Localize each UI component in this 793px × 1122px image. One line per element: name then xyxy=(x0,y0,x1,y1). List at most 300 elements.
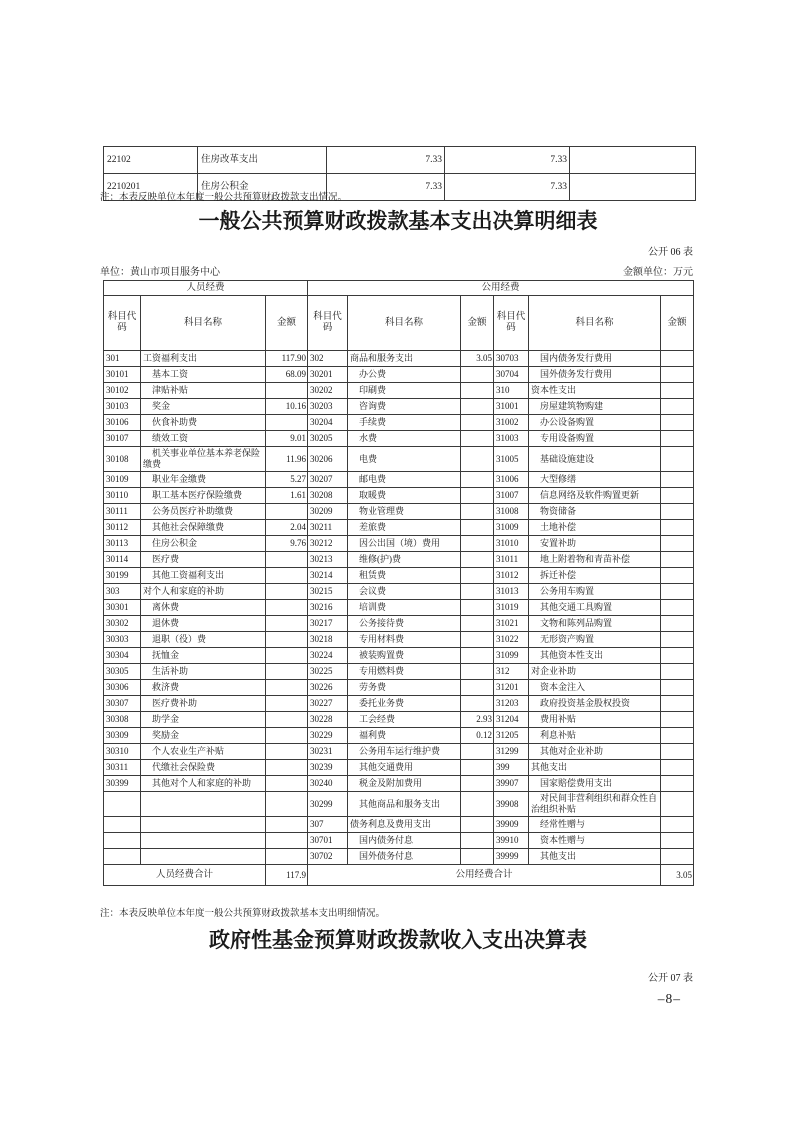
cell-name xyxy=(141,833,266,849)
cell-name: 其他商品和服务支出 xyxy=(348,792,461,817)
cell-val xyxy=(661,712,694,728)
cell-name: 差旅费 xyxy=(348,520,461,536)
cell-val xyxy=(266,744,308,760)
cell-val xyxy=(661,568,694,584)
cell-code: 30227 xyxy=(308,696,348,712)
table-row xyxy=(104,552,694,568)
cell-code: 303 xyxy=(104,584,141,600)
cell-name: 伙食补助费 xyxy=(141,415,266,431)
cell-val xyxy=(266,568,308,584)
cell-code: 30212 xyxy=(308,536,348,552)
cell-val xyxy=(461,833,494,849)
cell-val xyxy=(461,383,494,399)
cell-val xyxy=(661,367,694,383)
cell-code: 31021 xyxy=(494,616,529,632)
cell-code xyxy=(104,849,141,865)
cell-val xyxy=(661,520,694,536)
cell-code: 399 xyxy=(494,760,529,776)
cell-code: 31002 xyxy=(494,415,529,431)
cell-name: 其他工资福利支出 xyxy=(141,568,266,584)
cell-code: 30204 xyxy=(308,415,348,431)
cell-val xyxy=(266,849,308,865)
cell-name: 工会经费 xyxy=(348,712,461,728)
cell-val xyxy=(661,552,694,568)
cell-name: 助学金 xyxy=(141,712,266,728)
table-row xyxy=(104,383,694,399)
cell-val xyxy=(266,632,308,648)
cell-val xyxy=(266,616,308,632)
cell-code: 30226 xyxy=(308,680,348,696)
cell-code: 30305 xyxy=(104,664,141,680)
cell-code: 30102 xyxy=(104,383,141,399)
cell-name: 邮电费 xyxy=(348,472,461,488)
cell-name: 基础设施建设 xyxy=(529,447,661,472)
cell-name: 职工基本医疗保险缴费 xyxy=(141,488,266,504)
cell-name xyxy=(141,792,266,817)
cell-name: 其他对企业补助 xyxy=(529,744,661,760)
cell-name: 公务员医疗补助缴费 xyxy=(141,504,266,520)
totals-row xyxy=(104,865,694,886)
cell-name: 救济费 xyxy=(141,680,266,696)
cell-val: 7.33 xyxy=(327,147,445,174)
cell-name: 商品和服务支出 xyxy=(348,351,461,367)
cell-val xyxy=(661,817,694,833)
cell-name: 因公出国（境）费用 xyxy=(348,536,461,552)
cell-code: 310 xyxy=(494,383,529,399)
cell-name: 专用燃料费 xyxy=(348,664,461,680)
cell-code: 30214 xyxy=(308,568,348,584)
cell-name: 住房公积金 xyxy=(198,174,327,201)
cell-val xyxy=(661,792,694,817)
column-header-row xyxy=(104,296,694,351)
cell-code: 312 xyxy=(494,664,529,680)
cell-code: 30311 xyxy=(104,760,141,776)
cell-code: 31013 xyxy=(494,584,529,600)
cell-val xyxy=(266,383,308,399)
cell-code: 31008 xyxy=(494,504,529,520)
cell-code: 31201 xyxy=(494,680,529,696)
cell-code: 31009 xyxy=(494,520,529,536)
cell-name: 土地补偿 xyxy=(529,520,661,536)
col-header-amount-1: 金额 xyxy=(266,296,308,351)
cell-name: 机关事业单位基本养老保险缴费 xyxy=(141,447,266,472)
cell-name: 国内债务付息 xyxy=(348,833,461,849)
cell-name: 办公费 xyxy=(348,367,461,383)
cell-code: 30205 xyxy=(308,431,348,447)
table-row xyxy=(104,728,694,744)
cell-code: 31005 xyxy=(494,447,529,472)
cell-val xyxy=(461,664,494,680)
cell-name xyxy=(141,817,266,833)
cell-code: 30399 xyxy=(104,776,141,792)
cell-code: 39909 xyxy=(494,817,529,833)
cell-code: 30301 xyxy=(104,600,141,616)
cell-code: 30211 xyxy=(308,520,348,536)
cell-code: 30108 xyxy=(104,447,141,472)
cell-code: 39999 xyxy=(494,849,529,865)
cell-name: 专用材料费 xyxy=(348,632,461,648)
cell-code: 31022 xyxy=(494,632,529,648)
cell-name: 奖励金 xyxy=(141,728,266,744)
cell-code: 31099 xyxy=(494,648,529,664)
table-row xyxy=(104,147,696,174)
cell-name: 其他支出 xyxy=(529,849,661,865)
cell-code: 31006 xyxy=(494,472,529,488)
note-detail-table: 注：本表反映单位本年度一般公共预算财政拨款基本支出明细情况。 xyxy=(100,909,386,919)
cell-val xyxy=(266,584,308,600)
cell-val xyxy=(661,447,694,472)
cell-code: 30199 xyxy=(104,568,141,584)
cell-val xyxy=(461,472,494,488)
cell-val: 1.61 xyxy=(266,488,308,504)
cell-name: 其他对个人和家庭的补助 xyxy=(141,776,266,792)
cell-val xyxy=(461,776,494,792)
unit-line xyxy=(100,263,693,278)
cell-code: 30224 xyxy=(308,648,348,664)
cell-name: 费用补贴 xyxy=(529,712,661,728)
cell-name: 对个人和家庭的补助 xyxy=(141,584,266,600)
cell-code xyxy=(104,817,141,833)
table-row xyxy=(104,488,694,504)
cell-val xyxy=(661,833,694,849)
public-total-value: 3.05 xyxy=(661,865,694,886)
cell-name: 无形资产购置 xyxy=(529,632,661,648)
cell-name: 住房公积金 xyxy=(141,536,266,552)
col-header-name-2: 科目名称 xyxy=(348,296,461,351)
cell-code: 31203 xyxy=(494,696,529,712)
cell-val xyxy=(266,817,308,833)
table-row xyxy=(104,776,694,792)
cell-name: 安置补助 xyxy=(529,536,661,552)
cell-val: 2.93 xyxy=(461,712,494,728)
cell-val xyxy=(461,680,494,696)
cell-val: 10.16 xyxy=(266,399,308,415)
cell-code: 30304 xyxy=(104,648,141,664)
cell-val xyxy=(661,849,694,865)
cell-val: 7.33 xyxy=(445,174,570,201)
cell-name: 水费 xyxy=(348,431,461,447)
cell-code: 30109 xyxy=(104,472,141,488)
cell-val xyxy=(461,415,494,431)
cell-val xyxy=(461,520,494,536)
table-row xyxy=(104,431,694,447)
col-header-name-3: 科目名称 xyxy=(529,296,661,351)
cell-val xyxy=(661,728,694,744)
cell-code: 30112 xyxy=(104,520,141,536)
cell-code: 30308 xyxy=(104,712,141,728)
cell-code: 30202 xyxy=(308,383,348,399)
cell-code: 30111 xyxy=(104,504,141,520)
cell-val xyxy=(461,600,494,616)
cell-code: 30302 xyxy=(104,616,141,632)
cell-val xyxy=(570,147,696,174)
cell-name: 福利费 xyxy=(348,728,461,744)
cell-code: 31299 xyxy=(494,744,529,760)
amount-unit-label: 金额单位：万元 xyxy=(623,267,693,278)
unit-label: 单位：黄山市项目服务中心 xyxy=(100,267,220,278)
cell-name: 公务接待费 xyxy=(348,616,461,632)
cell-name: 绩效工资 xyxy=(141,431,266,447)
cell-val xyxy=(661,648,694,664)
cell-val xyxy=(661,584,694,600)
table-row xyxy=(104,584,694,600)
table-row xyxy=(104,600,694,616)
cell-name: 资本性支出 xyxy=(529,383,661,399)
section2-title: 政府性基金预算财政拨款收入支出决算表 xyxy=(209,929,587,952)
cell-val: 0.12 xyxy=(461,728,494,744)
cell-val xyxy=(266,552,308,568)
cell-name: 政府投资基金股权投资 xyxy=(529,696,661,712)
cell-name: 国家赔偿费用支出 xyxy=(529,776,661,792)
cell-val xyxy=(661,472,694,488)
cell-code xyxy=(104,792,141,817)
col-header-code-1: 科目代码 xyxy=(104,296,141,351)
cell-name: 取暖费 xyxy=(348,488,461,504)
cell-name: 退职（役）费 xyxy=(141,632,266,648)
cell-code: 30704 xyxy=(494,367,529,383)
cell-code: 30216 xyxy=(308,600,348,616)
cell-code: 31010 xyxy=(494,536,529,552)
cell-name: 手续费 xyxy=(348,415,461,431)
cell-name: 对企业补助 xyxy=(529,664,661,680)
cell-code: 31011 xyxy=(494,552,529,568)
cell-name: 其他社会保障缴费 xyxy=(141,520,266,536)
cell-code: 30240 xyxy=(308,776,348,792)
cell-val xyxy=(661,664,694,680)
cell-code: 30229 xyxy=(308,728,348,744)
cell-val xyxy=(570,174,696,201)
cell-val xyxy=(266,792,308,817)
col-header-amount-3: 金额 xyxy=(661,296,694,351)
cell-code: 22102 xyxy=(104,147,198,174)
cell-name: 租赁费 xyxy=(348,568,461,584)
cell-code: 30310 xyxy=(104,744,141,760)
main-table-body xyxy=(104,351,694,865)
cell-val xyxy=(661,431,694,447)
public-total-label: 公用经费合计 xyxy=(308,865,661,886)
cell-val xyxy=(661,616,694,632)
cell-code: 31019 xyxy=(494,600,529,616)
cell-code: 30114 xyxy=(104,552,141,568)
cell-name: 住房改革支出 xyxy=(198,147,327,174)
table-row xyxy=(104,792,694,817)
cell-code: 2210201 xyxy=(104,174,198,201)
table-label-07: 公开 07 表 xyxy=(648,973,693,984)
cell-name: 经常性赠与 xyxy=(529,817,661,833)
cell-name: 拆迁补偿 xyxy=(529,568,661,584)
cell-val xyxy=(661,415,694,431)
cell-name: 国外债务付息 xyxy=(348,849,461,865)
cell-name: 国外债务发行费用 xyxy=(529,367,661,383)
cell-code: 31003 xyxy=(494,431,529,447)
cell-name: 公务用车运行维护费 xyxy=(348,744,461,760)
cell-val xyxy=(661,632,694,648)
cell-name: 其他资本性支出 xyxy=(529,648,661,664)
cell-val xyxy=(461,504,494,520)
table-row xyxy=(104,447,694,472)
cell-code: 31007 xyxy=(494,488,529,504)
cell-val xyxy=(461,648,494,664)
table-row xyxy=(104,367,694,383)
cell-name: 公务用车购置 xyxy=(529,584,661,600)
cell-val xyxy=(661,600,694,616)
table-row xyxy=(104,520,694,536)
cell-code: 30303 xyxy=(104,632,141,648)
cell-val: 3.05 xyxy=(461,351,494,367)
cell-name: 文物和陈列品购置 xyxy=(529,616,661,632)
cell-name: 资本金注入 xyxy=(529,680,661,696)
cell-code: 30107 xyxy=(104,431,141,447)
cell-code: 30239 xyxy=(308,760,348,776)
cell-val: 9.76 xyxy=(266,536,308,552)
cell-code: 30213 xyxy=(308,552,348,568)
cell-code: 30702 xyxy=(308,849,348,865)
cell-code: 39908 xyxy=(494,792,529,817)
cell-val: 2.04 xyxy=(266,520,308,536)
cell-name: 债务利息及费用支出 xyxy=(348,817,461,833)
col-header-name-1: 科目名称 xyxy=(141,296,266,351)
cell-val xyxy=(461,568,494,584)
cell-code: 30207 xyxy=(308,472,348,488)
personnel-total-label: 人员经费合计 xyxy=(104,865,266,886)
cell-val xyxy=(661,488,694,504)
table-row xyxy=(104,833,694,849)
table-row xyxy=(104,536,694,552)
table-row xyxy=(104,760,694,776)
table-row xyxy=(104,568,694,584)
cell-val xyxy=(266,760,308,776)
cell-val xyxy=(266,664,308,680)
cell-val xyxy=(266,648,308,664)
cell-val xyxy=(661,399,694,415)
cell-name: 办公设备购置 xyxy=(529,415,661,431)
cell-name: 对民间非营利组织和群众性自治组织补贴 xyxy=(529,792,661,817)
cell-val xyxy=(661,696,694,712)
cell-code: 31204 xyxy=(494,712,529,728)
table-row xyxy=(104,849,694,865)
cell-code: 30225 xyxy=(308,664,348,680)
cell-val xyxy=(661,536,694,552)
cell-name: 资本性赠与 xyxy=(529,833,661,849)
cell-val xyxy=(661,351,694,367)
cell-code: 30701 xyxy=(308,833,348,849)
cell-val xyxy=(461,447,494,472)
table-row xyxy=(104,351,694,367)
cell-name: 其他交通工具购置 xyxy=(529,600,661,616)
cell-val xyxy=(266,728,308,744)
cell-code: 30110 xyxy=(104,488,141,504)
cell-code: 39910 xyxy=(494,833,529,849)
cell-val xyxy=(661,744,694,760)
cell-code: 301 xyxy=(104,351,141,367)
table-row xyxy=(104,399,694,415)
cell-name: 电费 xyxy=(348,447,461,472)
cell-code: 30206 xyxy=(308,447,348,472)
cell-val xyxy=(461,367,494,383)
cell-name: 委托业务费 xyxy=(348,696,461,712)
cell-code: 31012 xyxy=(494,568,529,584)
cell-name: 代缴社会保险费 xyxy=(141,760,266,776)
cell-code: 30103 xyxy=(104,399,141,415)
cell-val xyxy=(461,696,494,712)
table-row xyxy=(104,632,694,648)
cell-name: 维修(护)费 xyxy=(348,552,461,568)
cell-code: 31001 xyxy=(494,399,529,415)
cell-name: 印刷费 xyxy=(348,383,461,399)
cell-name: 个人农业生产补贴 xyxy=(141,744,266,760)
cell-name: 劳务费 xyxy=(348,680,461,696)
table-row xyxy=(104,616,694,632)
cell-name: 房屋建筑物购建 xyxy=(529,399,661,415)
cell-val xyxy=(461,632,494,648)
cell-name: 培训费 xyxy=(348,600,461,616)
cell-name: 津贴补贴 xyxy=(141,383,266,399)
cell-name: 信息网络及软件购置更新 xyxy=(529,488,661,504)
cell-val xyxy=(266,600,308,616)
cell-val xyxy=(266,833,308,849)
cell-name: 抚恤金 xyxy=(141,648,266,664)
col-header-code-3: 科目代码 xyxy=(494,296,529,351)
cell-val xyxy=(266,680,308,696)
cell-code: 30306 xyxy=(104,680,141,696)
table-row xyxy=(104,664,694,680)
table-row xyxy=(104,472,694,488)
cell-val xyxy=(461,584,494,600)
cell-val: 5.27 xyxy=(266,472,308,488)
cell-code: 30228 xyxy=(308,712,348,728)
cell-code: 30201 xyxy=(308,367,348,383)
table-row xyxy=(104,817,694,833)
col-header-code-2: 科目代码 xyxy=(308,296,348,351)
cell-code: 30309 xyxy=(104,728,141,744)
cell-val xyxy=(266,415,308,431)
cell-name: 其他支出 xyxy=(529,760,661,776)
cell-val: 11.96 xyxy=(266,447,308,472)
cell-name: 税金及附加费用 xyxy=(348,776,461,792)
table-row xyxy=(104,744,694,760)
cell-val xyxy=(461,744,494,760)
cell-val xyxy=(266,712,308,728)
cell-name: 工资福利支出 xyxy=(141,351,266,367)
note-previous-table: 注：本表反映单位本年度一般公共预算财政拨款支出情况。 xyxy=(100,193,348,203)
cell-code: 30217 xyxy=(308,616,348,632)
cell-name: 大型修缮 xyxy=(529,472,661,488)
cell-name: 其他交通费用 xyxy=(348,760,461,776)
cell-val xyxy=(661,760,694,776)
cell-name xyxy=(141,849,266,865)
cell-val xyxy=(461,552,494,568)
cell-val: 9.01 xyxy=(266,431,308,447)
cell-name: 职业年金缴费 xyxy=(141,472,266,488)
cell-code: 39907 xyxy=(494,776,529,792)
cell-val xyxy=(461,488,494,504)
cell-name: 物资储备 xyxy=(529,504,661,520)
page-number: –8– xyxy=(657,991,681,1006)
table-row xyxy=(104,712,694,728)
cell-val xyxy=(661,680,694,696)
cell-name: 国内债务发行费用 xyxy=(529,351,661,367)
cell-name: 医疗费 xyxy=(141,552,266,568)
cell-name: 生活补助 xyxy=(141,664,266,680)
cell-val xyxy=(461,399,494,415)
cell-val xyxy=(461,616,494,632)
cell-name: 咨询费 xyxy=(348,399,461,415)
cell-code: 30209 xyxy=(308,504,348,520)
table-label-06: 公开 06 表 xyxy=(648,247,693,258)
cell-code: 30703 xyxy=(494,351,529,367)
cell-val: 68.09 xyxy=(266,367,308,383)
cell-code: 302 xyxy=(308,351,348,367)
